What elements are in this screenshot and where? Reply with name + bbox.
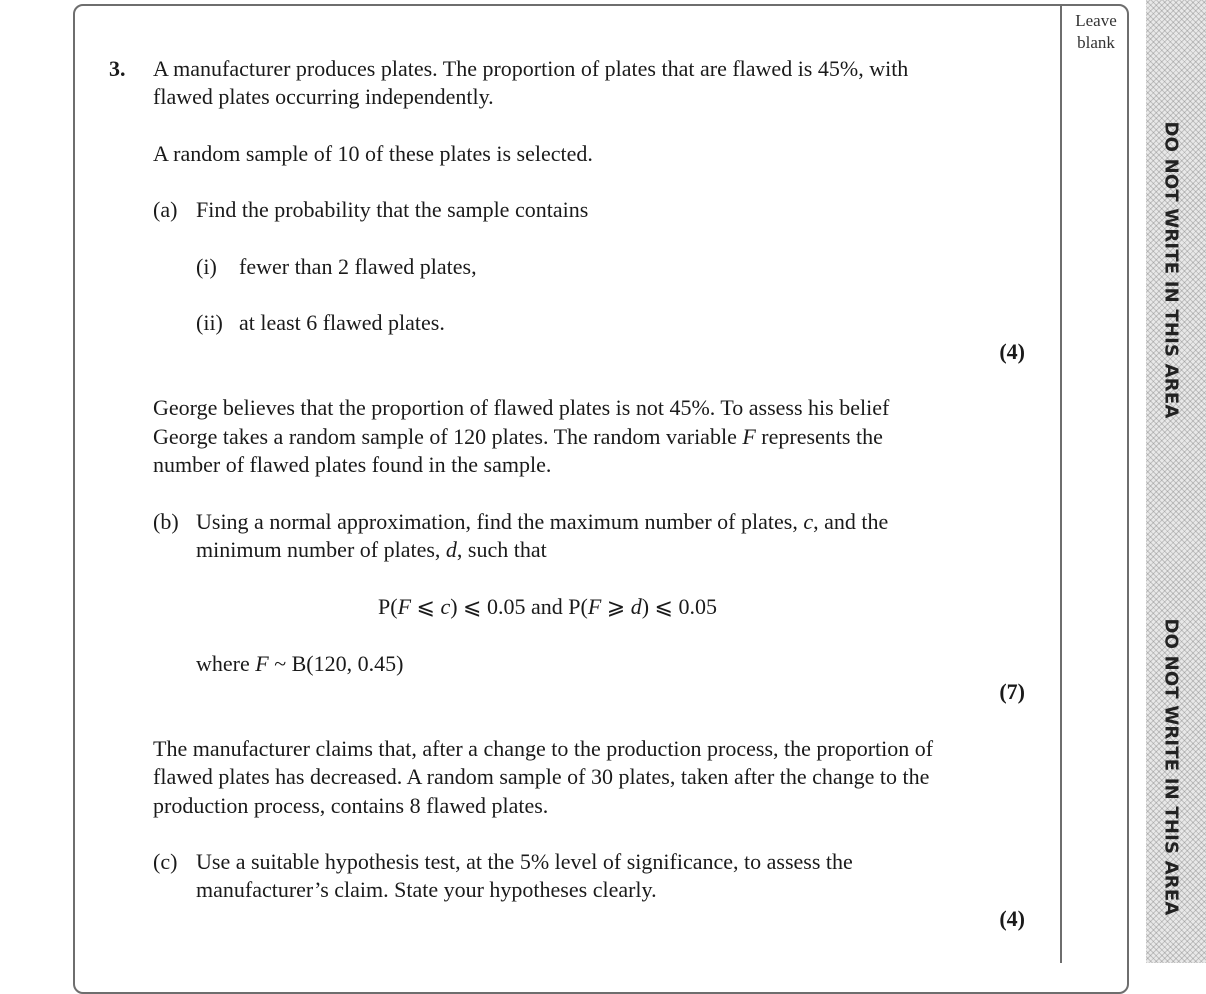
part-a-ii-text: at least 6 flawed plates. <box>239 310 445 335</box>
part-c-label: (c) <box>153 849 178 874</box>
intro-line-1: A manufacturer produces plates. The proportion of plates that are flawed is 45%, with <box>153 56 909 81</box>
claim-line-3: production process, contains 8 flawed plates. <box>153 793 549 818</box>
leave-label-line2: blank <box>1077 33 1115 52</box>
part-b-marks: (7) <box>999 679 1025 704</box>
part-b-line-1: Using a normal approximation, find the maximum number of plates, c, and the <box>196 509 889 534</box>
part-a-label: (a) <box>153 197 178 222</box>
part-c-marks: (4) <box>999 906 1025 931</box>
part-a-ii-label: (ii) <box>196 310 223 335</box>
part-b-line-2: minimum number of plates, d, such that <box>196 537 547 562</box>
part-a-marks: (4) <box>999 339 1025 364</box>
claim-line-2: flawed plates has decreased. A random sample of 30 plates, taken after the change to the <box>153 764 930 789</box>
part-a-i-text: fewer than 2 flawed plates, <box>239 254 477 279</box>
claim-line-1: The manufacturer claims that, after a change to the production process, the proportion of <box>153 736 934 761</box>
intro-line-2: flawed plates occurring independently. <box>153 84 494 109</box>
george-line-1: George believes that the proportion of flawed plates is not 45%. To assess his belief <box>153 395 890 420</box>
leave-blank-label <box>1066 10 1126 54</box>
part-c-line-1: Use a suitable hypothesis test, at the 5% level of significance, to assess the <box>196 849 853 874</box>
sample-statement: A random sample of 10 of these plates is selected. <box>153 141 593 166</box>
part-a-i-label: (i) <box>196 254 217 279</box>
question-number: 3. <box>109 56 126 81</box>
part-b-formula: P(F ⩽ c) ⩽ 0.05 and P(F ⩾ d) ⩽ 0.05 <box>378 594 717 619</box>
leave-label-line1: Leave <box>1075 11 1117 30</box>
george-line-2: George takes a random sample of 120 plates. The random variable F represents the <box>153 424 883 449</box>
part-b-label: (b) <box>153 509 179 534</box>
part-b-where: where F ~ B(120, 0.45) <box>196 651 404 676</box>
part-a-text: Find the probability that the sample contains <box>196 197 589 222</box>
part-c-line-2: manufacturer’s claim. State your hypotheses clearly. <box>196 877 657 902</box>
margin-divider <box>1060 4 1062 963</box>
george-line-3: number of flawed plates found in the sample. <box>153 452 552 477</box>
